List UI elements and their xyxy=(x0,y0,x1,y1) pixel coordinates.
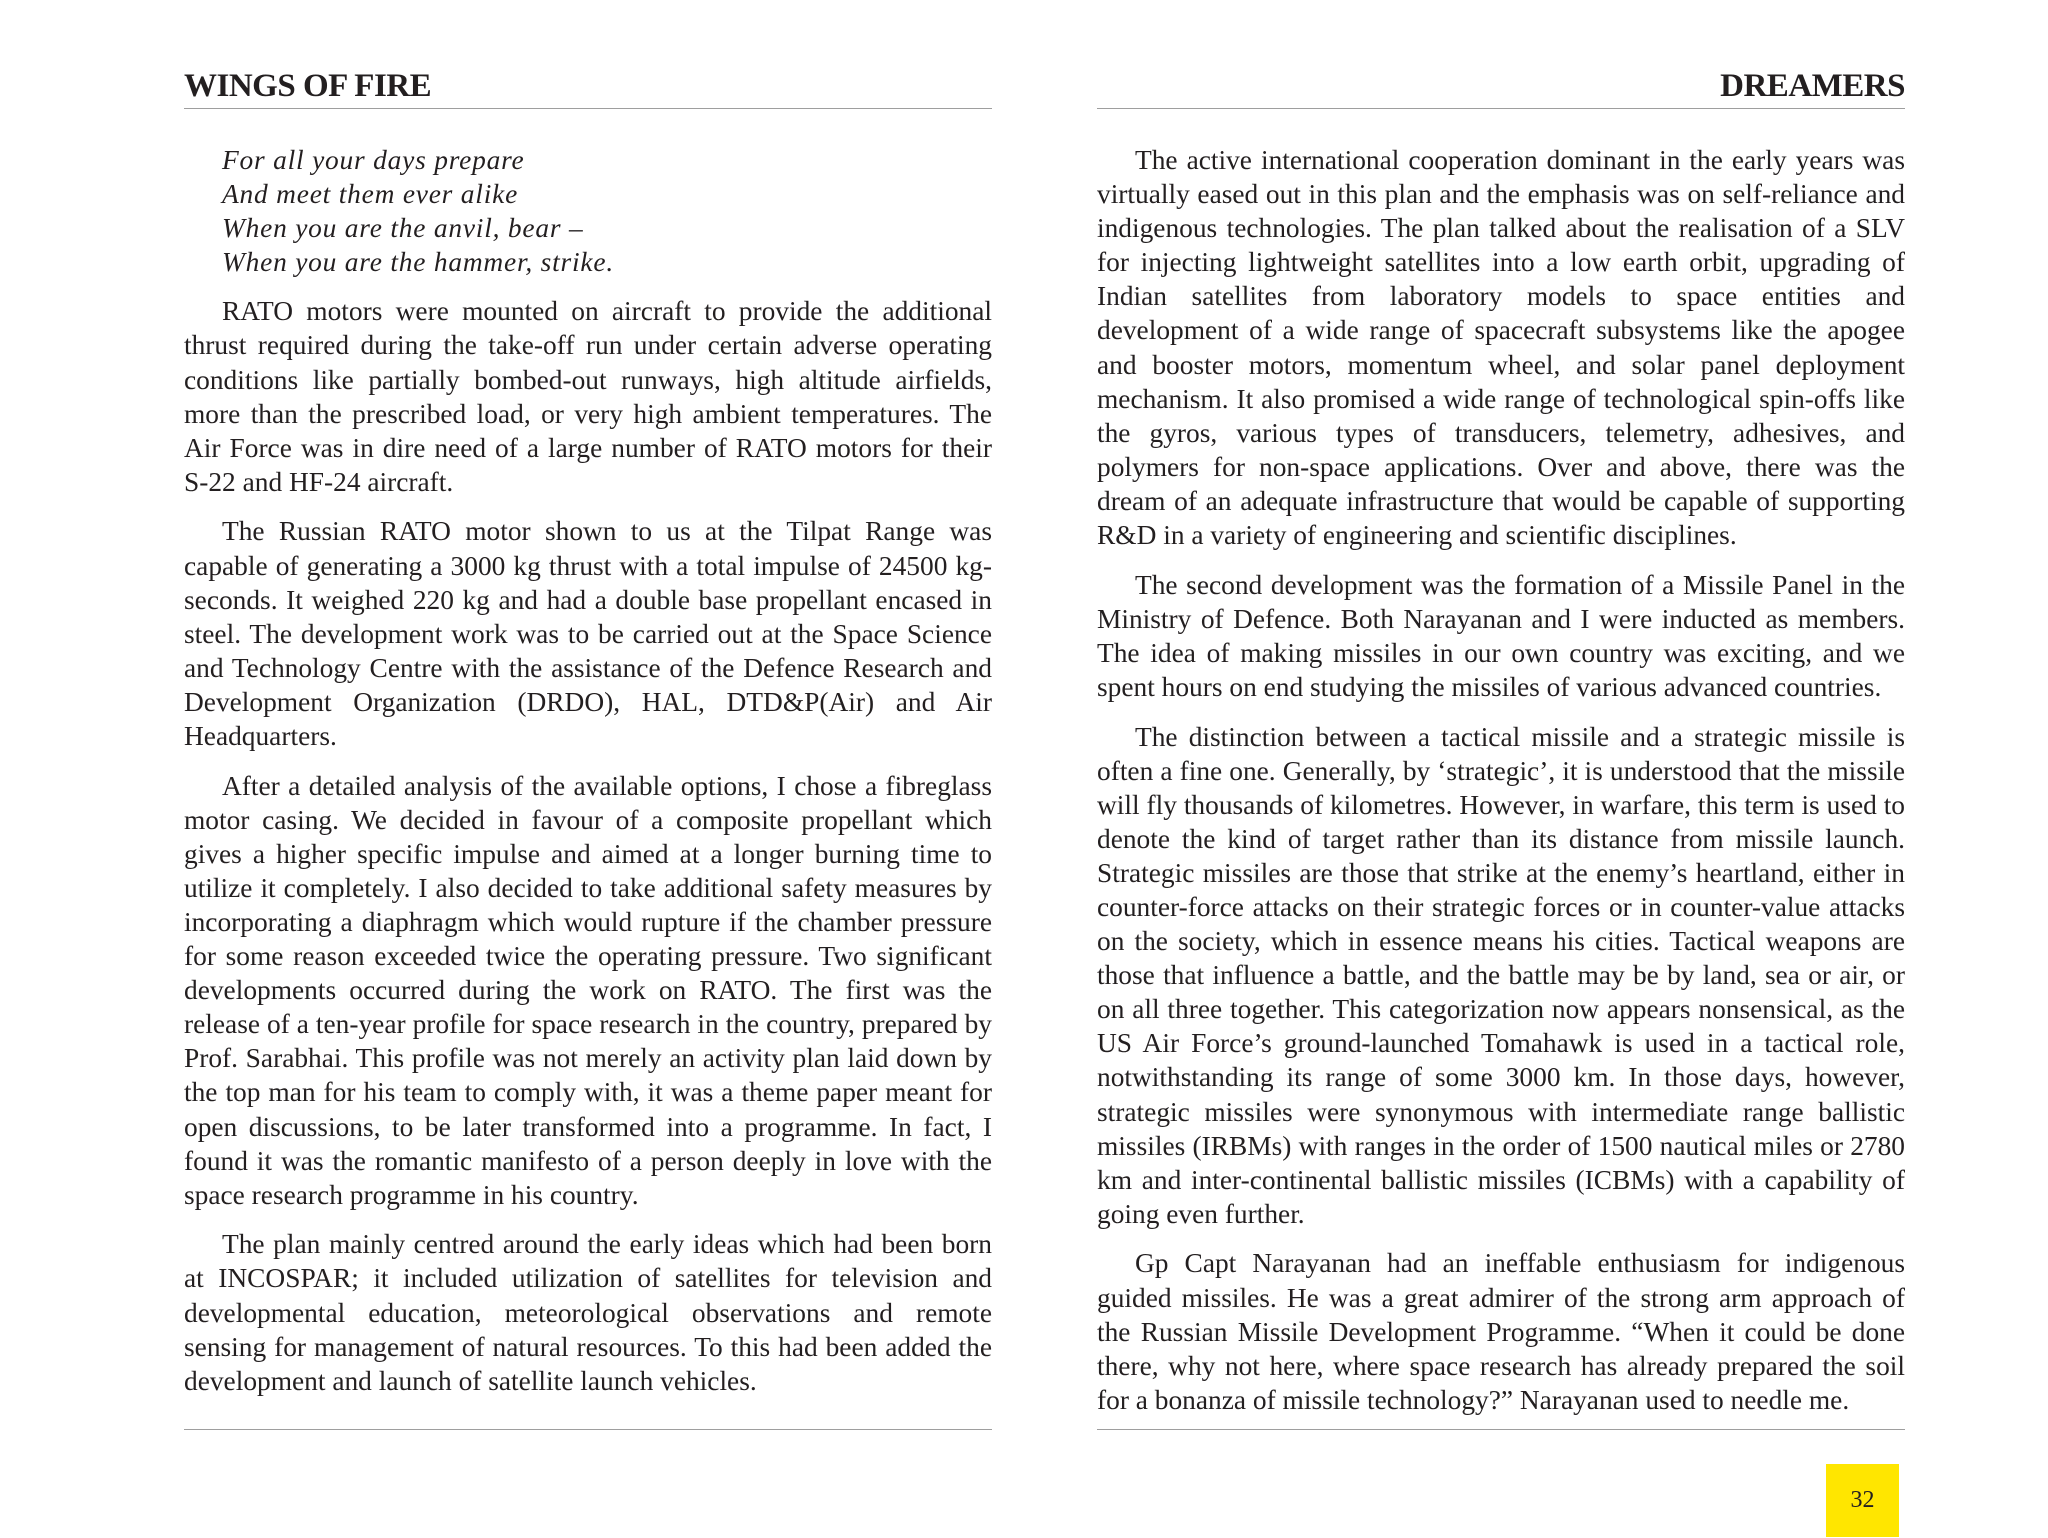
left-page-body xyxy=(184,143,992,1413)
poem-line: When you are the hammer, strike. xyxy=(222,247,614,278)
paragraph: The second development was the formation of a Missile Panel in the Ministry of Defence. Both Narayanan and I were inducted as members. The idea of making missiles in our own country was exciting, and we spent hours on end studying the missiles of various advanced countries. xyxy=(1097,569,1905,702)
page-number-badge: 32 xyxy=(1826,1464,1899,1537)
poem-line: When you are the anvil, bear – xyxy=(222,213,584,244)
running-head-book-title: WINGS OF FIRE xyxy=(184,66,992,109)
epigraph-poem xyxy=(222,143,992,279)
paragraph: After a detailed analysis of the available options, I chose a fibreglass motor casing. We decided in favour of a composite propellant which gives a higher specific impulse and aimed at a longer burning time to utilize it completely. I also decided to take additional safety measures by incorporating a diaphragm which would rupture if the chamber pressure for some reason exceeded twice the operating pressure. Two significant developments occurred during the work on RATO. The first was the release of a ten-year profile for space research in the country, prepared by Prof. Sarabhai. This profile was not merely an activity plan laid down by the top man for his team to comply with, it was a theme paper meant for open discussions, to be later transformed into a programme. In fact, I found it was the romantic manifesto of a person deeply in love with the space research programme in his country. xyxy=(184,770,992,1210)
paragraph: Gp Capt Narayanan had an ineffable enthusiasm for indigenous guided missiles. He was a great admirer of the strong arm approach of the Russian Missile Development Programme. “When it could be done there, why not here, where space research has already prepared the soil for a bonanza of missile technology?” Narayanan used to needle me. xyxy=(1097,1248,1905,1415)
paragraph: The Russian RATO motor shown to us at the Tilpat Range was capable of generating a 3000 kg thrust with a total impulse of 24500 kg-seconds. It weighed 220 kg and had a double base propellant encased in steel. The development work was to be carried out at the Space Science and Technology Centre with the assistance of the Defence Research and Development Organization (DRDO), HAL, DTD&P(Air) and Air Headquarters. xyxy=(184,516,992,751)
poem-line: And meet them ever alike xyxy=(222,179,519,210)
right-page-body xyxy=(1097,143,1905,1432)
paragraph: The active international cooperation dominant in the early years was virtually eased out in this plan and the emphasis was on self-reliance and indigenous technologies. The plan talked about the realisation of a SLV for injecting lightweight satellites into a low earth orbit, upgrading of Indian satellites from laboratory models to space entities and development of a wide range of spacecraft subsystems like the apogee and booster motors, momentum wheel, and solar panel deployment mechanism. It also promised a wide range of technological spin-offs like the gyros, various types of transducers, telemetry, adhesives, and polymers for non-space applications. Over and above, there was the dream of an adequate infrastructure that would be capable of supporting R&D in a variety of engineering and scientific disciplines. xyxy=(1097,145,1905,551)
footer-rule xyxy=(1097,1429,1905,1430)
running-head-chapter-title: DREAMERS xyxy=(1097,66,1905,109)
poem-line: For all your days prepare xyxy=(222,145,525,175)
paragraph: RATO motors were mounted on aircraft to provide the additional thrust required during the take-off run under certain adverse operating conditions like partially bombed-out runways, high altitude airfields, more than the prescribed load, or very high ambient temperatures. The Air Force was in dire need of a large number of RATO motors for their S-22 and HF-24 aircraft. xyxy=(184,296,992,497)
paragraph: The distinction between a tactical missile and a strategic missile is often a fine one. Generally, by ‘strategic’, it is understood that the missile will fly thousands of kilometres. However, in warfare, this term is used to denote the kind of target rather than its distance from missile launch. Strategic missiles are those that strike at the enemy’s heartland, either in counter-force attacks on their strategic forces or in counter-value attacks on the society, which in essence means his cities. Tactical weapons are those that influence a battle, and the battle may be by land, sea or air, or on all three together. This categorization now appears nonsensical, as the US Air Force’s ground-launched Tomahawk is used in a tactical role, notwithstanding its range of some 3000 km. In those days, however, strategic missiles were synonymous with intermediate range ballistic missiles (IRBMs) with ranges in the order of 1500 nautical miles or 2780 km and inter-continental ballistic missiles (ICBMs) with a capability of going even further. xyxy=(1097,721,1905,1229)
paragraph: The plan mainly centred around the early ideas which had been born at INCOSPAR; it included utilization of satellites for television and developmental education, meteorological observations and remote sensing for management of natural resources. To this had been added the development and launch of satellite launch vehicles. xyxy=(184,1229,992,1396)
footer-rule xyxy=(184,1429,992,1430)
